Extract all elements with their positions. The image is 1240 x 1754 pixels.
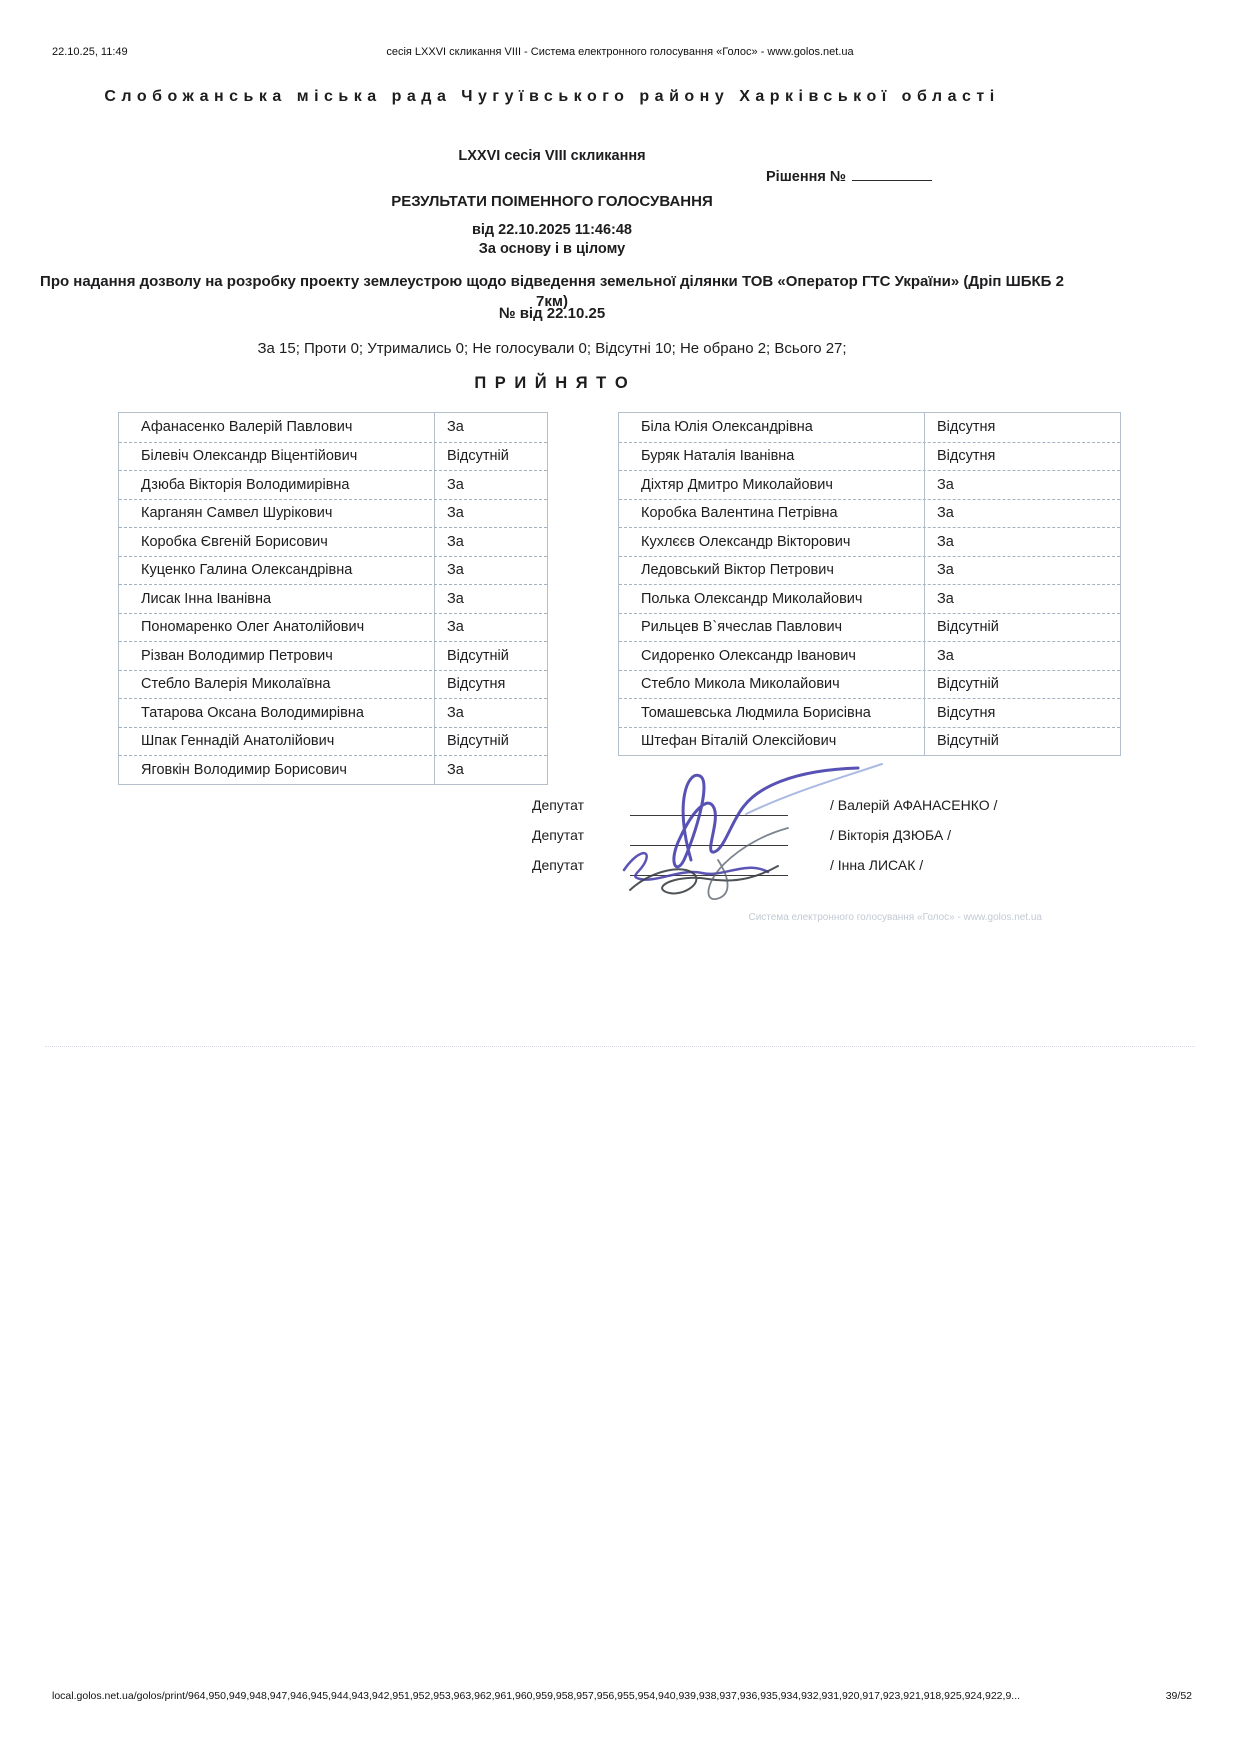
signature-row xyxy=(532,786,1092,816)
vote-datetime: від 22.10.2025 11:46:48 xyxy=(471,222,633,238)
vote-value: Відсутній xyxy=(434,728,547,756)
signature-name: / Інна ЛИСАК / xyxy=(830,857,924,873)
vote-table-left xyxy=(118,412,548,785)
deputy-name: Різван Володимир Петрович xyxy=(141,647,333,664)
vote-value: За xyxy=(924,528,1120,556)
deputy-name: Лисак Інна Іванівна xyxy=(141,590,272,607)
results-heading: РЕЗУЛЬТАТИ ПОІМЕННОГО ГОЛОСУВАННЯ xyxy=(391,193,713,210)
table-row xyxy=(619,670,1120,699)
deputy-name: Полька Олександр Миколайович xyxy=(641,590,863,607)
signature-role-label: Депутат xyxy=(532,797,584,813)
print-header xyxy=(0,46,1240,58)
scan-artifact-line xyxy=(45,1046,1195,1047)
deputy-name: Томашевська Людмила Борисівна xyxy=(641,704,871,721)
table-row xyxy=(619,527,1120,556)
deputy-name: Ледовський Віктор Петрович xyxy=(641,562,834,579)
table-row xyxy=(119,641,547,670)
table-row xyxy=(619,413,1120,442)
deputy-name: Сидоренко Олександр Іванович xyxy=(641,647,856,664)
vote-value: За xyxy=(434,756,547,784)
vote-value: Відсутній xyxy=(434,443,547,471)
deputy-name: Діхтяр Дмитро Миколайович xyxy=(641,476,833,493)
table-row xyxy=(119,413,547,442)
vote-value: Відсутня xyxy=(924,413,1120,442)
deputy-name: Куценко Галина Олександрівна xyxy=(141,562,353,579)
vote-value: За xyxy=(434,471,547,499)
vote-table-right xyxy=(618,412,1121,756)
deputy-name: Татарова Оксана Володимирівна xyxy=(141,704,364,721)
vote-value: Відсутній xyxy=(924,614,1120,642)
table-row xyxy=(119,442,547,471)
signature-row xyxy=(532,846,1092,876)
deputy-name: Буряк Наталія Іванівна xyxy=(641,448,795,465)
table-row xyxy=(619,698,1120,727)
signature-row xyxy=(532,816,1092,846)
vote-value: Відсутній xyxy=(434,642,547,670)
signature-name: / Валерій АФАНАСЕНКО / xyxy=(830,797,998,813)
deputy-name: Штефан Віталій Олексійович xyxy=(641,733,837,750)
deputy-name: Кухлєєв Олександр Вікторович xyxy=(641,533,851,550)
vote-value: Відсутній xyxy=(924,728,1120,756)
vote-basis: За основу і в цілому xyxy=(478,241,626,257)
vote-value: За xyxy=(434,528,547,556)
table-row xyxy=(619,442,1120,471)
table-row xyxy=(119,613,547,642)
vote-value: За xyxy=(924,500,1120,528)
vote-summary: За 15; Проти 0; Утримались 0; Не голосували 0; Відсутні 10; Не обрано 2; Всього 27; xyxy=(257,340,847,357)
vote-value: Відсутній xyxy=(924,671,1120,699)
signature-line xyxy=(630,822,788,846)
vote-value: За xyxy=(924,585,1120,613)
council-title: Слобожанська міська рада Чугуївського району Харківської області xyxy=(104,88,1000,105)
signature-name: / Вікторія ДЗЮБА / xyxy=(830,827,951,843)
footer-url: local.golos.net.ua/golos/print/964,950,949,948,947,946,945,944,943,942,951,952,953,963,962,961,960,959,958,957,956,955,954,940,939,938,937,936,935,934,932,931,920,917,923,921,918,925,924,922,9... xyxy=(52,1690,1021,1702)
vote-value: За xyxy=(924,557,1120,585)
vote-value: За xyxy=(434,413,547,442)
signature-role-label: Депутат xyxy=(532,857,584,873)
table-row xyxy=(119,755,547,784)
subject-text: Про надання дозволу на розробку проекту землеустрою щодо відведення земельної ділянки ТОВ «Оператор ГТС України» (Дріп ШБКБ 2 7км) xyxy=(40,273,1064,310)
table-row xyxy=(119,470,547,499)
vote-value: За xyxy=(924,642,1120,670)
deputy-name: Дзюба Вікторія Володимирівна xyxy=(141,476,350,493)
deputy-name: Рильцев В`ячеслав Павлович xyxy=(641,619,843,636)
decision-status: П Р И Й Н Я Т О xyxy=(474,374,630,392)
signature-line xyxy=(630,792,788,816)
table-row xyxy=(619,727,1120,756)
table-row xyxy=(119,698,547,727)
table-row xyxy=(119,584,547,613)
print-datetime: 22.10.25, 11:49 xyxy=(52,46,128,58)
table-row xyxy=(619,499,1120,528)
deputy-name: Білевіч Олександр Віцентійович xyxy=(141,448,358,465)
deputy-name: Яговкін Володимир Борисович xyxy=(141,761,347,778)
deputy-name: Карганян Самвел Шурікович xyxy=(141,505,333,522)
deputy-name: Пономаренко Олег Анатолійович xyxy=(141,619,365,636)
vote-value: За xyxy=(434,557,547,585)
table-row xyxy=(619,470,1120,499)
subject-number: № від 22.10.25 xyxy=(498,305,606,322)
deputy-name: Стебло Микола Миколайович xyxy=(641,676,840,693)
signature-block xyxy=(532,786,1092,876)
signature-role-label: Депутат xyxy=(532,827,584,843)
vote-value: Відсутня xyxy=(434,671,547,699)
table-row xyxy=(619,584,1120,613)
deputy-name: Коробка Валентина Петрівна xyxy=(641,505,838,522)
decision-label: Рішення № xyxy=(766,169,847,185)
vote-value: За xyxy=(434,614,547,642)
deputy-name: Коробка Євгеній Борисович xyxy=(141,533,328,550)
table-row xyxy=(619,613,1120,642)
deputy-name: Шпак Геннадій Анатолійович xyxy=(141,733,335,750)
vote-value: За xyxy=(434,585,547,613)
table-row xyxy=(619,641,1120,670)
watermark: Система електронного голосування «Голос» - www.golos.net.ua xyxy=(748,912,1042,923)
deputy-name: Біла Юлія Олександрівна xyxy=(641,419,813,436)
session-title: LXXVI сесія VIII скликання xyxy=(458,148,646,164)
table-row xyxy=(119,527,547,556)
table-row xyxy=(619,556,1120,585)
decision-number-row xyxy=(766,167,932,185)
table-row xyxy=(119,727,547,756)
vote-value: Відсутня xyxy=(924,443,1120,471)
vote-value: За xyxy=(434,500,547,528)
deputy-name: Афанасенко Валерій Павлович xyxy=(141,419,353,436)
table-row xyxy=(119,556,547,585)
signature-line xyxy=(630,852,788,876)
decision-number-blank xyxy=(852,167,932,181)
vote-value: За xyxy=(434,699,547,727)
print-title: сесія LXXVI скликання VIII - Система електронного голосування «Голос» - www.golos.net.ua xyxy=(386,46,854,58)
deputy-name: Стебло Валерія Миколаївна xyxy=(141,676,331,693)
vote-value: За xyxy=(924,471,1120,499)
footer-page-number: 39/52 xyxy=(1165,1690,1192,1702)
table-row xyxy=(119,499,547,528)
table-row xyxy=(119,670,547,699)
vote-value: Відсутня xyxy=(924,699,1120,727)
